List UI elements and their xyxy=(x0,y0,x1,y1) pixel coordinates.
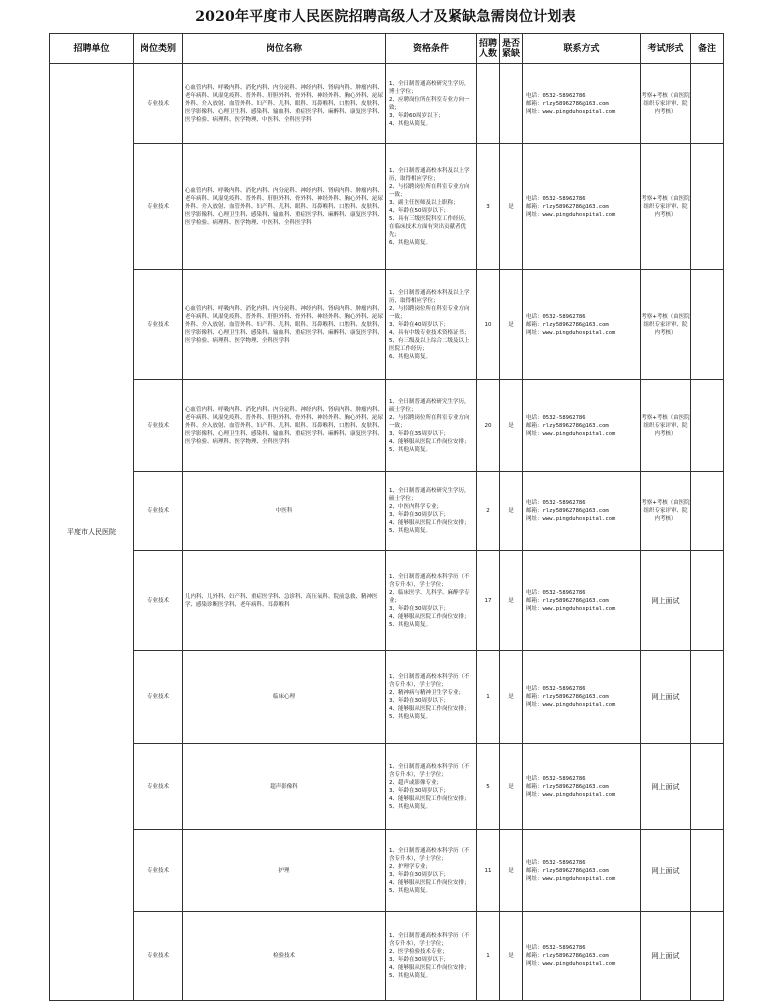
shortage-cell: 是 xyxy=(500,144,523,270)
category-cell: 专业技术 xyxy=(134,830,183,912)
position-cell: 超声影像科 xyxy=(183,744,386,830)
header-category: 岗位类别 xyxy=(134,34,183,64)
contact-web: 网址：www.pingduhospital.com xyxy=(526,605,616,612)
requirement-line: 4、年龄在50周岁以下； xyxy=(389,207,449,214)
note-cell xyxy=(691,144,724,270)
requirement-line: 2、与招聘岗位所在科室专业方向一致； xyxy=(389,414,470,429)
requirement-line: 3、年龄在30周岁以下； xyxy=(389,871,449,878)
exam-cell: 考察+考核（由医院组织专家评审、院内考核） xyxy=(641,380,691,472)
requirement-line: 4、能够服从医院工作岗位安排； xyxy=(389,879,470,886)
requirement-line: 5、其他从简复。 xyxy=(389,528,431,534)
contact-web: 网址：www.pingduhospital.com xyxy=(526,875,616,882)
requirements-cell xyxy=(386,144,477,270)
requirements-cell xyxy=(386,472,477,551)
contact-web: 网址：www.pingduhospital.com xyxy=(526,702,616,708)
contact-cell xyxy=(523,744,641,830)
exam-cell: 网上面试 xyxy=(641,551,691,651)
table-row xyxy=(50,144,724,270)
contact-phone: 电话：0532-58962786 xyxy=(526,859,586,866)
exam-cell: 网上面试 xyxy=(641,912,691,1001)
count-cell: 1 xyxy=(477,651,500,744)
position-cell: 检验技术 xyxy=(183,912,386,1001)
note-cell xyxy=(691,551,724,651)
shortage-cell: 是 xyxy=(500,744,523,830)
requirement-line: 4、其他从简复。 xyxy=(389,120,431,127)
contact-email: 邮箱：rlzy58962786@163.com xyxy=(526,100,609,107)
requirement-line: 4、能够服从医院工作岗位安排； xyxy=(389,438,470,445)
requirement-line: 5、其他从简复。 xyxy=(389,714,431,720)
requirement-line: 1、全日制普通高校本科及以上学历，取得相应学位； xyxy=(389,289,470,304)
position-cell: 儿内科、儿外科、妇产科、重症医学科、急诊科、高压氧科、院前急救、精神医学、感染诊断医学科、老年病科、耳鼻喉科 xyxy=(183,551,386,651)
category-cell: 专业技术 xyxy=(134,144,183,270)
exam-cell: 考察+考核（由医院组织专家评审、院内考核） xyxy=(641,64,691,144)
requirement-line: 2、超声或影像专业； xyxy=(389,779,442,786)
contact-email: 邮箱：rlzy58962786@163.com xyxy=(526,783,609,790)
contact-web: 网址：www.pingduhospital.com xyxy=(526,430,616,437)
contact-cell xyxy=(523,144,641,270)
contact-email: 邮箱：rlzy58962786@163.com xyxy=(526,867,609,874)
requirement-line: 6、其他从简复。 xyxy=(389,353,431,360)
requirement-line: 4、能够服从医院工作岗位安排； xyxy=(389,613,470,620)
position-cell: 心血管内科、呼吸内科、消化内科、内分泌科、神经内科、肾病内科、肿瘤内科、老年病科、风湿免疫科、普外科、肝胆外科、骨外科、神经外科、胸心外科、泌尿外科、介入放射、血管外科、妇产科、儿科、眼科、耳鼻喉科、口腔科、皮肤科、医学影像科、心理卫生科、感染科、输血科、重症医学科、麻醉科、康复医学科、医学检验、病理科、医学物理、中医科、全科医学科 xyxy=(183,144,386,270)
header-exam: 考试形式 xyxy=(641,34,691,64)
requirement-line: 4、能够服从医院工作岗位安排； xyxy=(389,965,470,971)
header-position: 岗位名称 xyxy=(183,34,386,64)
table-row xyxy=(50,830,724,912)
requirement-line: 1、全日制普通高校研究生学历，硕士学位； xyxy=(389,398,470,413)
table-header-row xyxy=(50,34,724,64)
exam-cell: 考察+考核（由医院组织专家评审、院内考核） xyxy=(641,144,691,270)
contact-web: 网址：www.pingduhospital.com xyxy=(526,108,616,115)
shortage-cell: 是 xyxy=(500,270,523,380)
note-cell xyxy=(691,912,724,1001)
document-title: 2020年平度市人民医院招聘高级人才及紧缺急需岗位计划表 xyxy=(195,9,576,25)
requirement-line: 4、能够服从医院工作岗位安排； xyxy=(389,520,470,526)
requirement-line: 5、具有三级医院科室工作经历，在临床技术方面有突出贡献者优先； xyxy=(389,215,470,238)
contact-phone: 电话：0532-58962786 xyxy=(526,945,586,951)
position-cell: 心血管内科、呼吸内科、消化内科、内分泌科、神经内科、肾病内科、肿瘤内科、老年病科、风湿免疫科、普外科、肝胆外科、骨外科、神经外科、胸心外科、泌尿外科、介入放射、血管外科、妇产科、儿科、眼科、耳鼻喉科、口腔科、皮肤科、医学影像科、心理卫生科、感染科、输血科、重症医学科、麻醉科、康复医学科、医学检验、病理科、医学物理、全科医学科 xyxy=(183,380,386,472)
contact-phone: 电话：0532-58962786 xyxy=(526,589,586,596)
contact-cell xyxy=(523,912,641,1001)
requirements-cell xyxy=(386,380,477,472)
contact-phone: 电话：0532-58962786 xyxy=(526,313,586,320)
requirements-cell xyxy=(386,912,477,1001)
contact-email: 邮箱：rlzy58962786@163.com xyxy=(526,597,609,604)
position-cell: 临床心理 xyxy=(183,651,386,744)
exam-cell: 考察+考核（由医院组织专家评审、院内考核） xyxy=(641,270,691,380)
contact-cell xyxy=(523,472,641,551)
requirement-line: 1、全日制普通高校本科学历（不含专升本），学士学位； xyxy=(389,674,470,688)
exam-cell: 网上面试 xyxy=(641,744,691,830)
category-cell: 专业技术 xyxy=(134,551,183,651)
contact-web: 网址：www.pingduhospital.com xyxy=(526,791,616,798)
requirement-line: 3、年龄在30周岁以下； xyxy=(389,787,449,794)
table-row xyxy=(50,551,724,651)
requirement-line: 2、精神病与精神卫生学专业； xyxy=(389,690,465,696)
requirement-line: 2、与招聘岗位所在科室专业方向一致； xyxy=(389,305,470,320)
requirement-line: 3、年龄在30周岁以下； xyxy=(389,698,449,704)
unit-name-cell: 平度市人民医院 xyxy=(50,64,134,1001)
shortage-cell: 是 xyxy=(500,651,523,744)
requirement-line: 3、年龄在30周岁以下； xyxy=(389,957,449,963)
requirement-line: 2、医学检验技术专业； xyxy=(389,949,448,955)
position-cell: 心血管内科、呼吸内科、消化内科、内分泌科、神经内科、肾病内科、肿瘤内科、老年病科、风湿免疫科、普外科、肝胆外科、骨外科、神经外科、胸心外科、泌尿外科、介入放射、血管外科、妇产科、儿科、眼科、耳鼻喉科、口腔科、皮肤科、医学影像科、心理卫生科、感染科、输血科、重症医学科、麻醉科、康复医学科、医学检验、病理科、医学物理、全科医学科 xyxy=(183,270,386,380)
requirement-line: 3、年龄在30周岁以下； xyxy=(389,512,449,518)
requirement-line: 2、护理学专业； xyxy=(389,863,431,870)
position-cell: 心血管内科、呼吸内科、消化内科、内分泌科、神经内科、肾病内科、肿瘤内科、老年病科、风湿免疫科、普外科、肝胆外科、骨外科、神经外科、胸心外科、泌尿外科、介入放射、血管外科、妇产科、儿科、眼科、耳鼻喉科、口腔科、皮肤科、医学影像科、心理卫生科、感染科、输血科、重症医学科、麻醉科、康复医学科、医学检验、病理科、医学物理、中医科、全科医学科 xyxy=(183,64,386,144)
note-cell xyxy=(691,270,724,380)
shortage-cell: 是 xyxy=(500,912,523,1001)
shortage-cell: 是 xyxy=(500,830,523,912)
requirements-cell xyxy=(386,270,477,380)
category-cell: 专业技术 xyxy=(134,270,183,380)
contact-email: 邮箱：rlzy58962786@163.com xyxy=(526,422,609,429)
table-row xyxy=(50,472,724,551)
shortage-cell: 是 xyxy=(500,551,523,651)
count-cell: 20 xyxy=(477,380,500,472)
requirements-cell xyxy=(386,830,477,912)
requirement-line: 5、其他从简复。 xyxy=(389,803,431,810)
table-row xyxy=(50,380,724,472)
count-cell: 5 xyxy=(477,744,500,830)
shortage-cell: 是 xyxy=(500,472,523,551)
note-cell xyxy=(691,64,724,144)
requirement-line: 1、全日制普通高校研究生学历，硕士学位； xyxy=(389,488,470,502)
requirement-line: 1、全日制普通高校本科学历（不含专升本），学士学位； xyxy=(389,847,470,862)
shortage-cell xyxy=(500,64,523,144)
header-count: 招聘人数 xyxy=(477,34,500,64)
requirement-line: 6、其他从简复。 xyxy=(389,239,431,246)
requirement-line: 4、能够服从医院工作岗位安排； xyxy=(389,795,470,802)
requirement-line: 3、年龄60周岁以下； xyxy=(389,112,444,119)
requirement-line: 3、年龄在40周岁以下； xyxy=(389,321,449,328)
header-contact: 联系方式 xyxy=(523,34,641,64)
exam-cell: 网上面试 xyxy=(641,830,691,912)
requirement-line: 5、其他从简复。 xyxy=(389,446,431,453)
note-cell xyxy=(691,472,724,551)
table-row xyxy=(50,744,724,830)
contact-cell xyxy=(523,380,641,472)
table-row xyxy=(50,64,724,144)
category-cell: 专业技术 xyxy=(134,912,183,1001)
requirement-line: 4、能够服从医院工作岗位安排； xyxy=(389,706,470,712)
table-row xyxy=(50,912,724,1001)
contact-phone: 电话：0532-58962786 xyxy=(526,775,586,782)
requirement-line: 3、副主任医师及以上职称； xyxy=(389,199,459,206)
note-cell xyxy=(691,651,724,744)
contact-phone: 电话：0532-58962786 xyxy=(526,92,586,99)
requirement-line: 3、年龄在35周岁以下； xyxy=(389,430,449,437)
note-cell xyxy=(691,380,724,472)
category-cell: 专业技术 xyxy=(134,380,183,472)
count-cell: 2 xyxy=(477,472,500,551)
requirements-cell xyxy=(386,64,477,144)
contact-web: 网址：www.pingduhospital.com xyxy=(526,516,616,522)
header-requirements: 资格条件 xyxy=(386,34,477,64)
note-cell xyxy=(691,744,724,830)
requirement-line: 3、年龄在30周岁以下； xyxy=(389,605,449,612)
contact-cell xyxy=(523,64,641,144)
table-row xyxy=(50,270,724,380)
contact-web: 网址：www.pingduhospital.com xyxy=(526,329,616,336)
requirement-line: 1、全日制普通高校本科及以上学历，取得相应学位； xyxy=(389,167,470,182)
requirement-line: 1、全日制普通高校本科学历（不含专升本），学士学位； xyxy=(389,933,470,947)
count-cell: 10 xyxy=(477,270,500,380)
count-cell xyxy=(477,64,500,144)
requirement-line: 5、其他从简复。 xyxy=(389,973,431,979)
requirements-cell xyxy=(386,551,477,651)
contact-cell xyxy=(523,551,641,651)
position-cell: 护理 xyxy=(183,830,386,912)
requirement-line: 1、全日制普通高校研究生学历，博士学位； xyxy=(389,80,470,95)
category-cell: 专业技术 xyxy=(134,651,183,744)
requirement-line: 2、与招聘岗位所在科室专业方向一致； xyxy=(389,183,470,198)
count-cell: 3 xyxy=(477,144,500,270)
requirement-line: 1、全日制普通高校本科学历（不含专升本），学士学位； xyxy=(389,573,470,588)
exam-cell: 考察+考核（由医院组织专家评审、院内考核） xyxy=(641,472,691,551)
shortage-cell: 是 xyxy=(500,380,523,472)
category-cell: 专业技术 xyxy=(134,744,183,830)
contact-email: 邮箱：rlzy58962786@163.com xyxy=(526,508,609,514)
requirement-line: 2、应聘岗位所在科室专业方向一致； xyxy=(389,96,470,111)
requirement-line: 2、中医内科学专业； xyxy=(389,504,442,510)
contact-phone: 电话：0532-58962786 xyxy=(526,414,586,421)
contact-web: 网址：www.pingduhospital.com xyxy=(526,211,616,218)
contact-email: 邮箱：rlzy58962786@163.com xyxy=(526,203,609,210)
contact-phone: 电话：0532-58962786 xyxy=(526,686,586,692)
contact-web: 网址：www.pingduhospital.com xyxy=(526,961,616,967)
exam-cell: 网上面试 xyxy=(641,651,691,744)
requirement-line: 5、其他从简复。 xyxy=(389,621,431,628)
contact-phone: 电话：0532-58962786 xyxy=(526,500,586,506)
table-row xyxy=(50,651,724,744)
note-cell xyxy=(691,830,724,912)
contact-cell xyxy=(523,270,641,380)
contact-cell xyxy=(523,830,641,912)
count-cell: 1 xyxy=(477,912,500,1001)
requirements-cell xyxy=(386,651,477,744)
recruitment-table xyxy=(49,33,724,1001)
header-note: 备注 xyxy=(691,34,724,64)
header-shortage: 是否紧缺 xyxy=(500,34,523,64)
requirement-line: 5、有三级及以上综合二级及以上医院工作经历； xyxy=(389,337,470,352)
requirement-line: 1、全日制普通高校本科学历（不含专升本），学士学位； xyxy=(389,763,470,778)
header-unit: 招聘单位 xyxy=(50,34,134,64)
requirement-line: 5、其他从简复。 xyxy=(389,887,431,894)
contact-cell xyxy=(523,651,641,744)
category-cell: 专业技术 xyxy=(134,472,183,551)
count-cell: 11 xyxy=(477,830,500,912)
requirement-line: 2、临床医学、儿科学、麻醉学专业； xyxy=(389,589,470,604)
table-body xyxy=(50,64,724,1001)
contact-email: 邮箱：rlzy58962786@163.com xyxy=(526,953,609,959)
count-cell: 17 xyxy=(477,551,500,651)
position-cell: 中医科 xyxy=(183,472,386,551)
requirement-line: 4、具有中级专业技术资格证书； xyxy=(389,329,470,336)
contact-email: 邮箱：rlzy58962786@163.com xyxy=(526,694,609,700)
contact-email: 邮箱：rlzy58962786@163.com xyxy=(526,321,609,328)
contact-phone: 电话：0532-58962786 xyxy=(526,195,586,202)
requirements-cell xyxy=(386,744,477,830)
category-cell: 专业技术 xyxy=(134,64,183,144)
